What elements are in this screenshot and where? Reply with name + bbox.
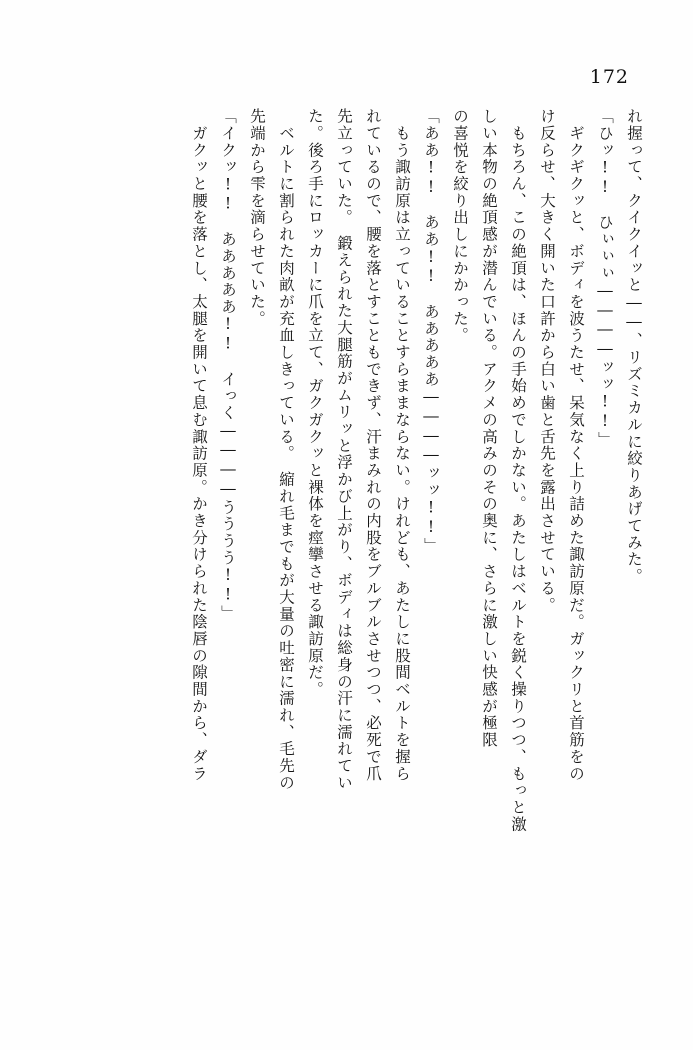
text-column: ギクギクッと、ボディを波うたせ、呆気なく上り詰めた諏訪原だ。ガックリと首筋をの	[567, 108, 585, 782]
text-column: ベルトに割られた肉畝が充血しきっている。 縮れ毛までもが大量の吐密に濡れ、毛先の	[277, 108, 295, 792]
text-column: れ握って、クイクイッと――、リズミカルに絞りあげてみた。	[625, 108, 643, 585]
text-column: れているので、腰を落とすこともできず、汗まみれの内股をブルブルさせつつ、必死で爪	[364, 108, 382, 782]
text-column: 「イクッ!! あああああ!! イっく――――うううう!!」	[219, 108, 237, 622]
text-column: 「ああ!! ああ!! あああああ――――ッッ!!」	[422, 108, 440, 555]
text-column: 先端から雫を滴らせていた。	[248, 108, 266, 328]
text-column: もう諏訪原は立っていることすらままならない。けれども、あたしに股間ベルトを握ら	[393, 108, 411, 782]
vertical-text-body	[52, 108, 641, 1016]
text-column: ガクッと腰を落とし、太腿を開いて息む諏訪原。かき分けられた陰唇の隙間から、ダラ	[190, 108, 208, 782]
text-column: け反らせ、大きく開いた口許から白い歯と舌先を露出させている。	[538, 108, 556, 614]
text-column: しい本物の絶頂感が潜んでいる。アクメの高みのその奥に、さらに激しい快感が極限	[480, 108, 498, 749]
page-number: 172	[589, 66, 629, 88]
text-column: 「ひッ!! ひぃぃぃ――――ッッ!!」	[596, 108, 614, 449]
text-column: 先立っていた。 鍛えられた大腿筋がムリッと浮かび上がり、ボディは総身の汗に濡れてい	[335, 108, 353, 792]
text-column: た。後ろ手にロッカーに爪を立て、ガクガクッと裸体を痙攣させる諏訪原だ。	[306, 108, 324, 698]
text-column: もちろん、この絶頂は、ほんの手始めでしかない。あたしはベルトを鋭く操りつつ、もっと激	[509, 108, 527, 833]
text-column: の喜悦を絞り出しにかかった。	[451, 108, 469, 344]
